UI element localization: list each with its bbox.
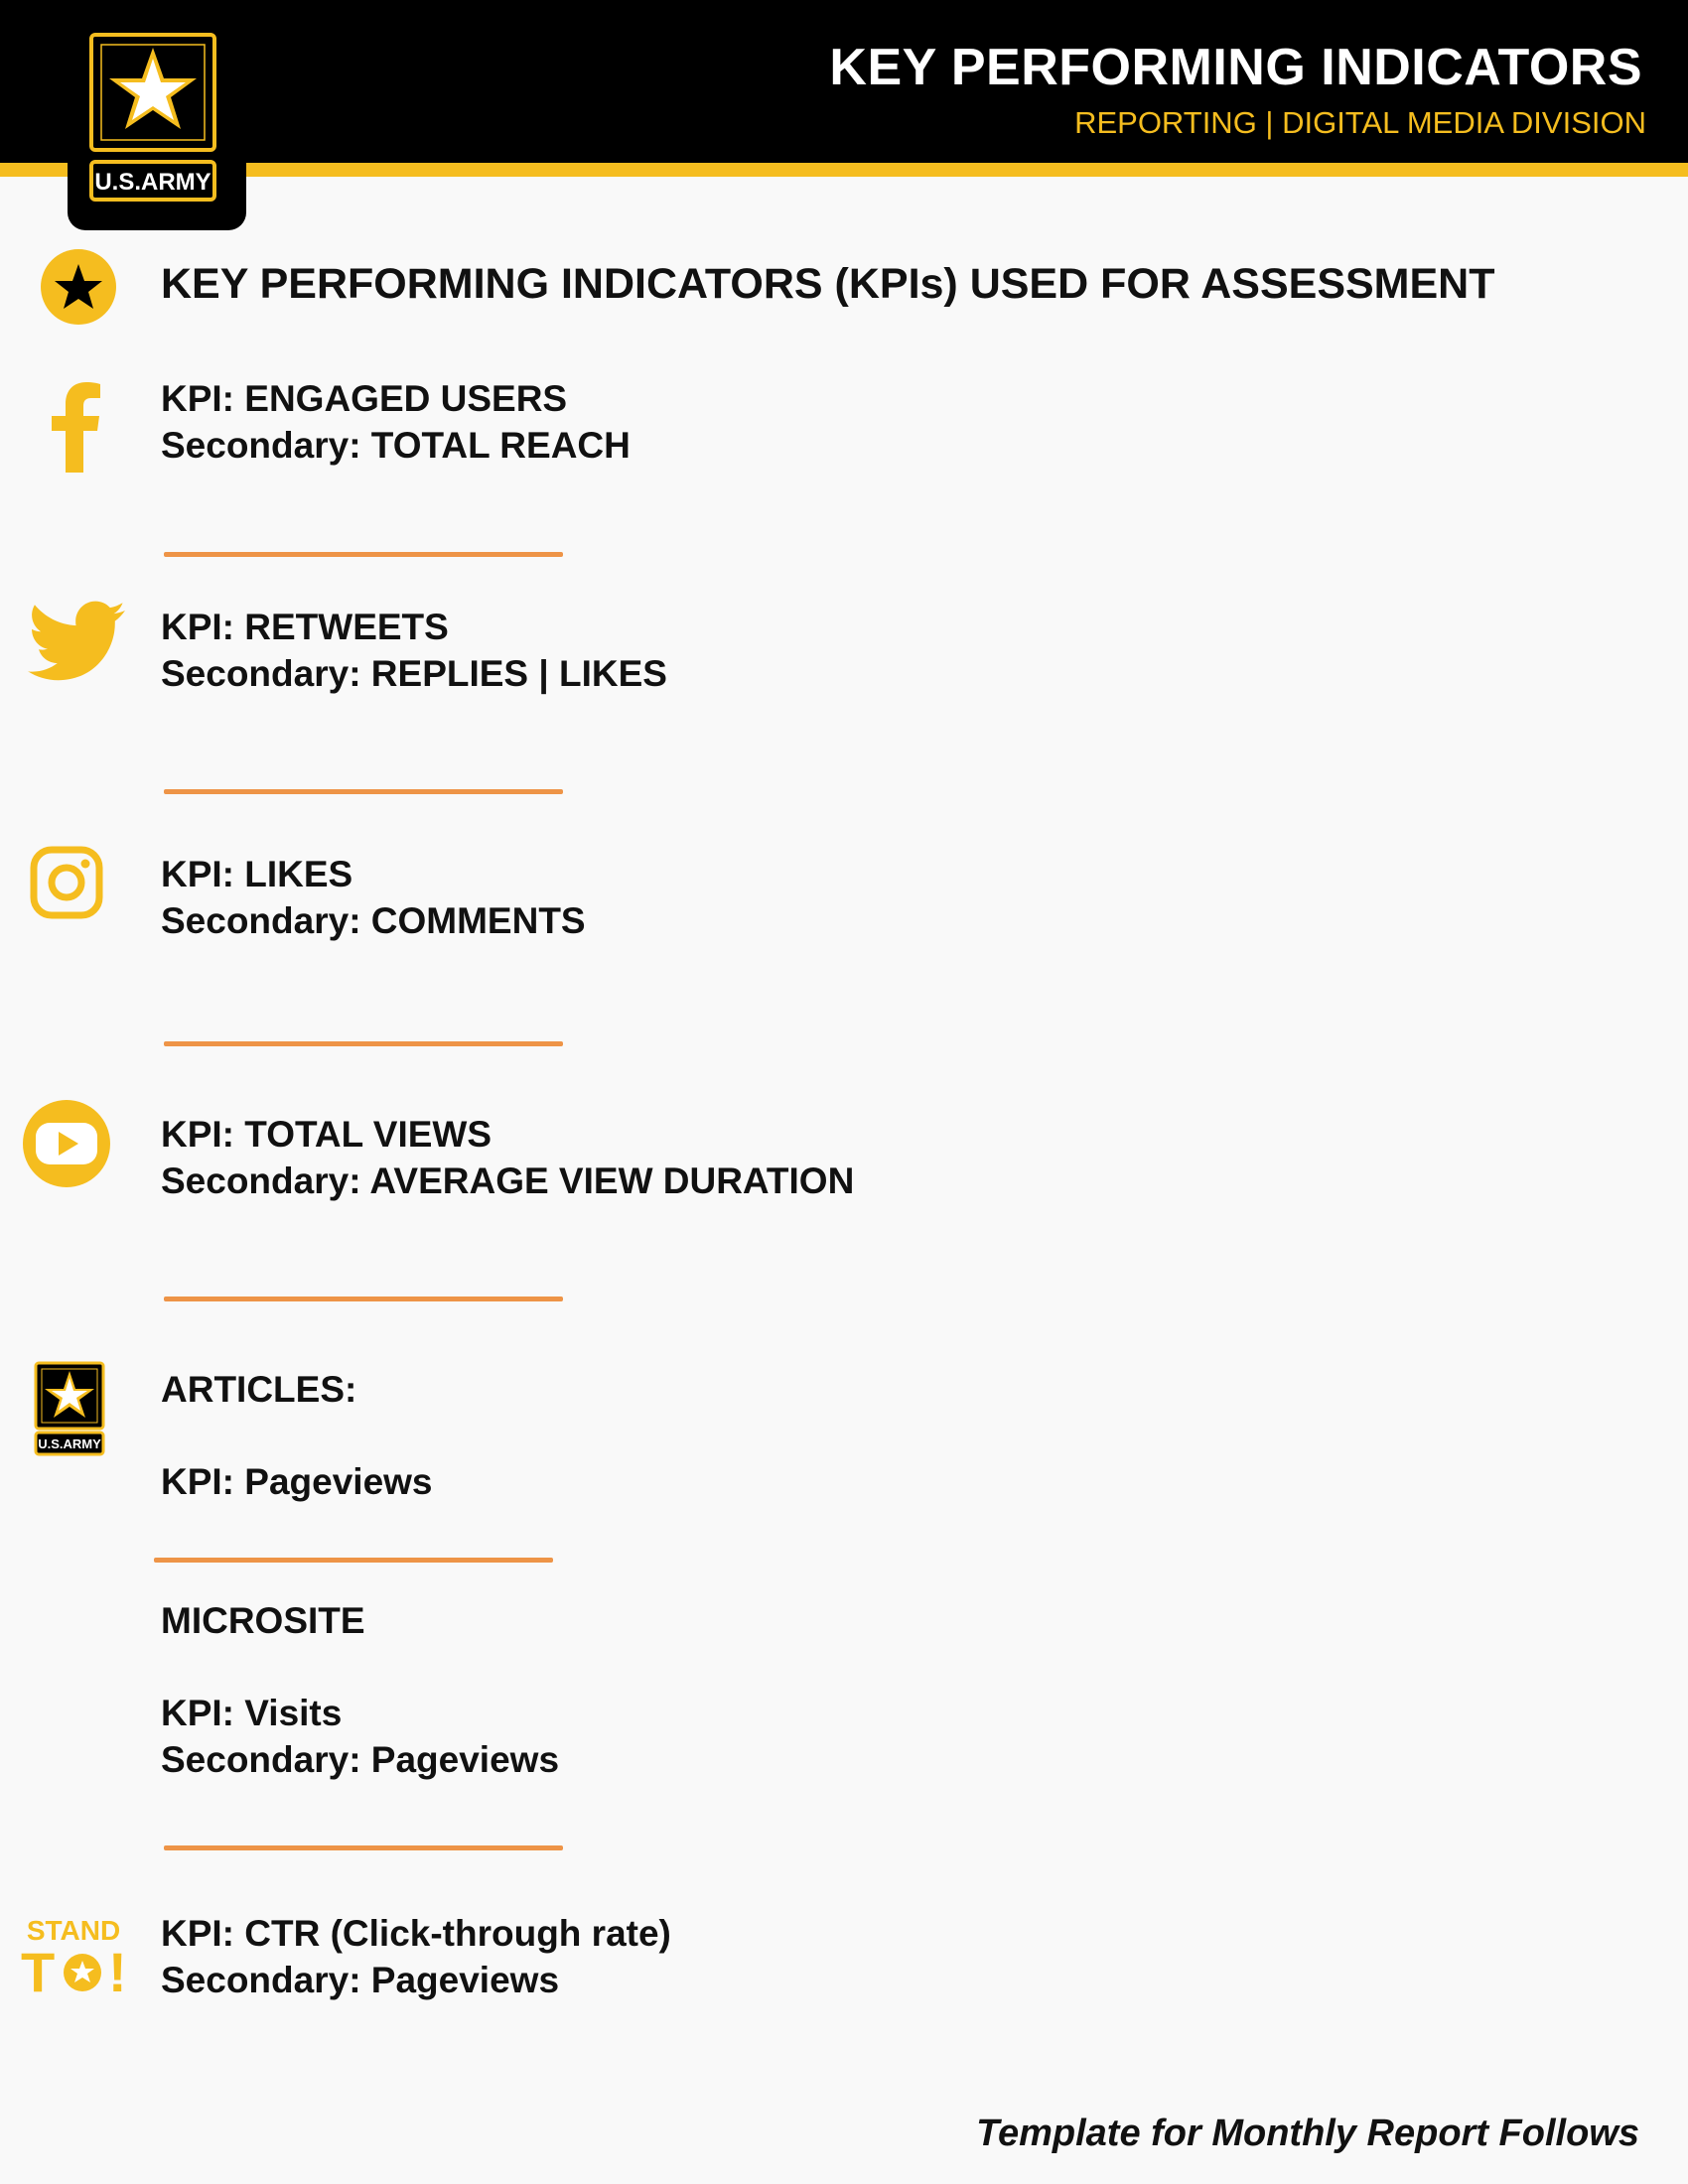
instagram-icon: [30, 846, 103, 919]
svg-text:!: !: [108, 1941, 127, 1997]
header-title: KEY PERFORMING INDICATORS: [829, 39, 1642, 96]
facebook-icon: [50, 381, 101, 473]
divider: [164, 1845, 563, 1850]
army-logo-small-icon: [34, 1361, 105, 1456]
svg-text:STAND: STAND: [26, 1916, 121, 1946]
divider: [164, 789, 563, 794]
twitter-kpi-secondary: Secondary: REPLIES | LIKES: [161, 653, 667, 694]
twitter-kpi: [161, 604, 667, 697]
army-star-logo-icon: [68, 0, 246, 230]
standto-kpi-primary: KPI: CTR (Click-through rate): [161, 1913, 671, 1954]
articles-heading: ARTICLES:: [161, 1369, 357, 1410]
youtube-kpi: [161, 1111, 854, 1204]
microsite-heading: MICROSITE: [161, 1600, 365, 1641]
youtube-icon: [22, 1099, 111, 1188]
svg-text:U.S.ARMY: U.S.ARMY: [94, 169, 211, 196]
header-subtitle: REPORTING | DIGITAL MEDIA DIVISION: [1074, 105, 1646, 140]
twitter-kpi-primary: KPI: RETWEETS: [161, 607, 449, 647]
facebook-kpi: [161, 375, 631, 469]
footer-note: Template for Monthly Report Follows: [976, 2113, 1639, 2154]
section-title: KEY PERFORMING INDICATORS (KPIs) USED FOR ASSESSMENT: [161, 260, 1495, 308]
divider: [164, 552, 563, 557]
svg-text:T: T: [21, 1941, 56, 1997]
instagram-kpi: [161, 851, 586, 944]
youtube-kpi-primary: KPI: TOTAL VIEWS: [161, 1114, 492, 1155]
instagram-kpi-secondary: Secondary: COMMENTS: [161, 900, 586, 941]
divider: [164, 1041, 563, 1046]
youtube-kpi-secondary: Secondary: AVERAGE VIEW DURATION: [161, 1160, 855, 1201]
stand-to-logo-icon: [18, 1916, 129, 1997]
microsite-kpi-secondary: Secondary: Pageviews: [161, 1739, 560, 1780]
twitter-icon: [28, 601, 125, 682]
facebook-kpi-secondary: Secondary: TOTAL REACH: [161, 425, 631, 466]
standto-kpi-secondary: Secondary: Pageviews: [161, 1960, 560, 2000]
standto-kpi: [161, 1910, 671, 2003]
star-badge-icon: [40, 248, 117, 326]
army-logo: [68, 0, 246, 230]
instagram-kpi-primary: KPI: LIKES: [161, 854, 353, 894]
divider: [154, 1558, 553, 1563]
microsite-kpi-primary: KPI: Visits: [161, 1693, 343, 1733]
svg-text:U.S.ARMY: U.S.ARMY: [38, 1436, 101, 1451]
divider: [164, 1297, 563, 1301]
microsite-kpi: [161, 1690, 559, 1783]
header-gold-stripe: [0, 163, 1688, 177]
facebook-kpi-primary: KPI: ENGAGED USERS: [161, 378, 568, 419]
articles-kpi: KPI: Pageviews: [161, 1461, 433, 1502]
